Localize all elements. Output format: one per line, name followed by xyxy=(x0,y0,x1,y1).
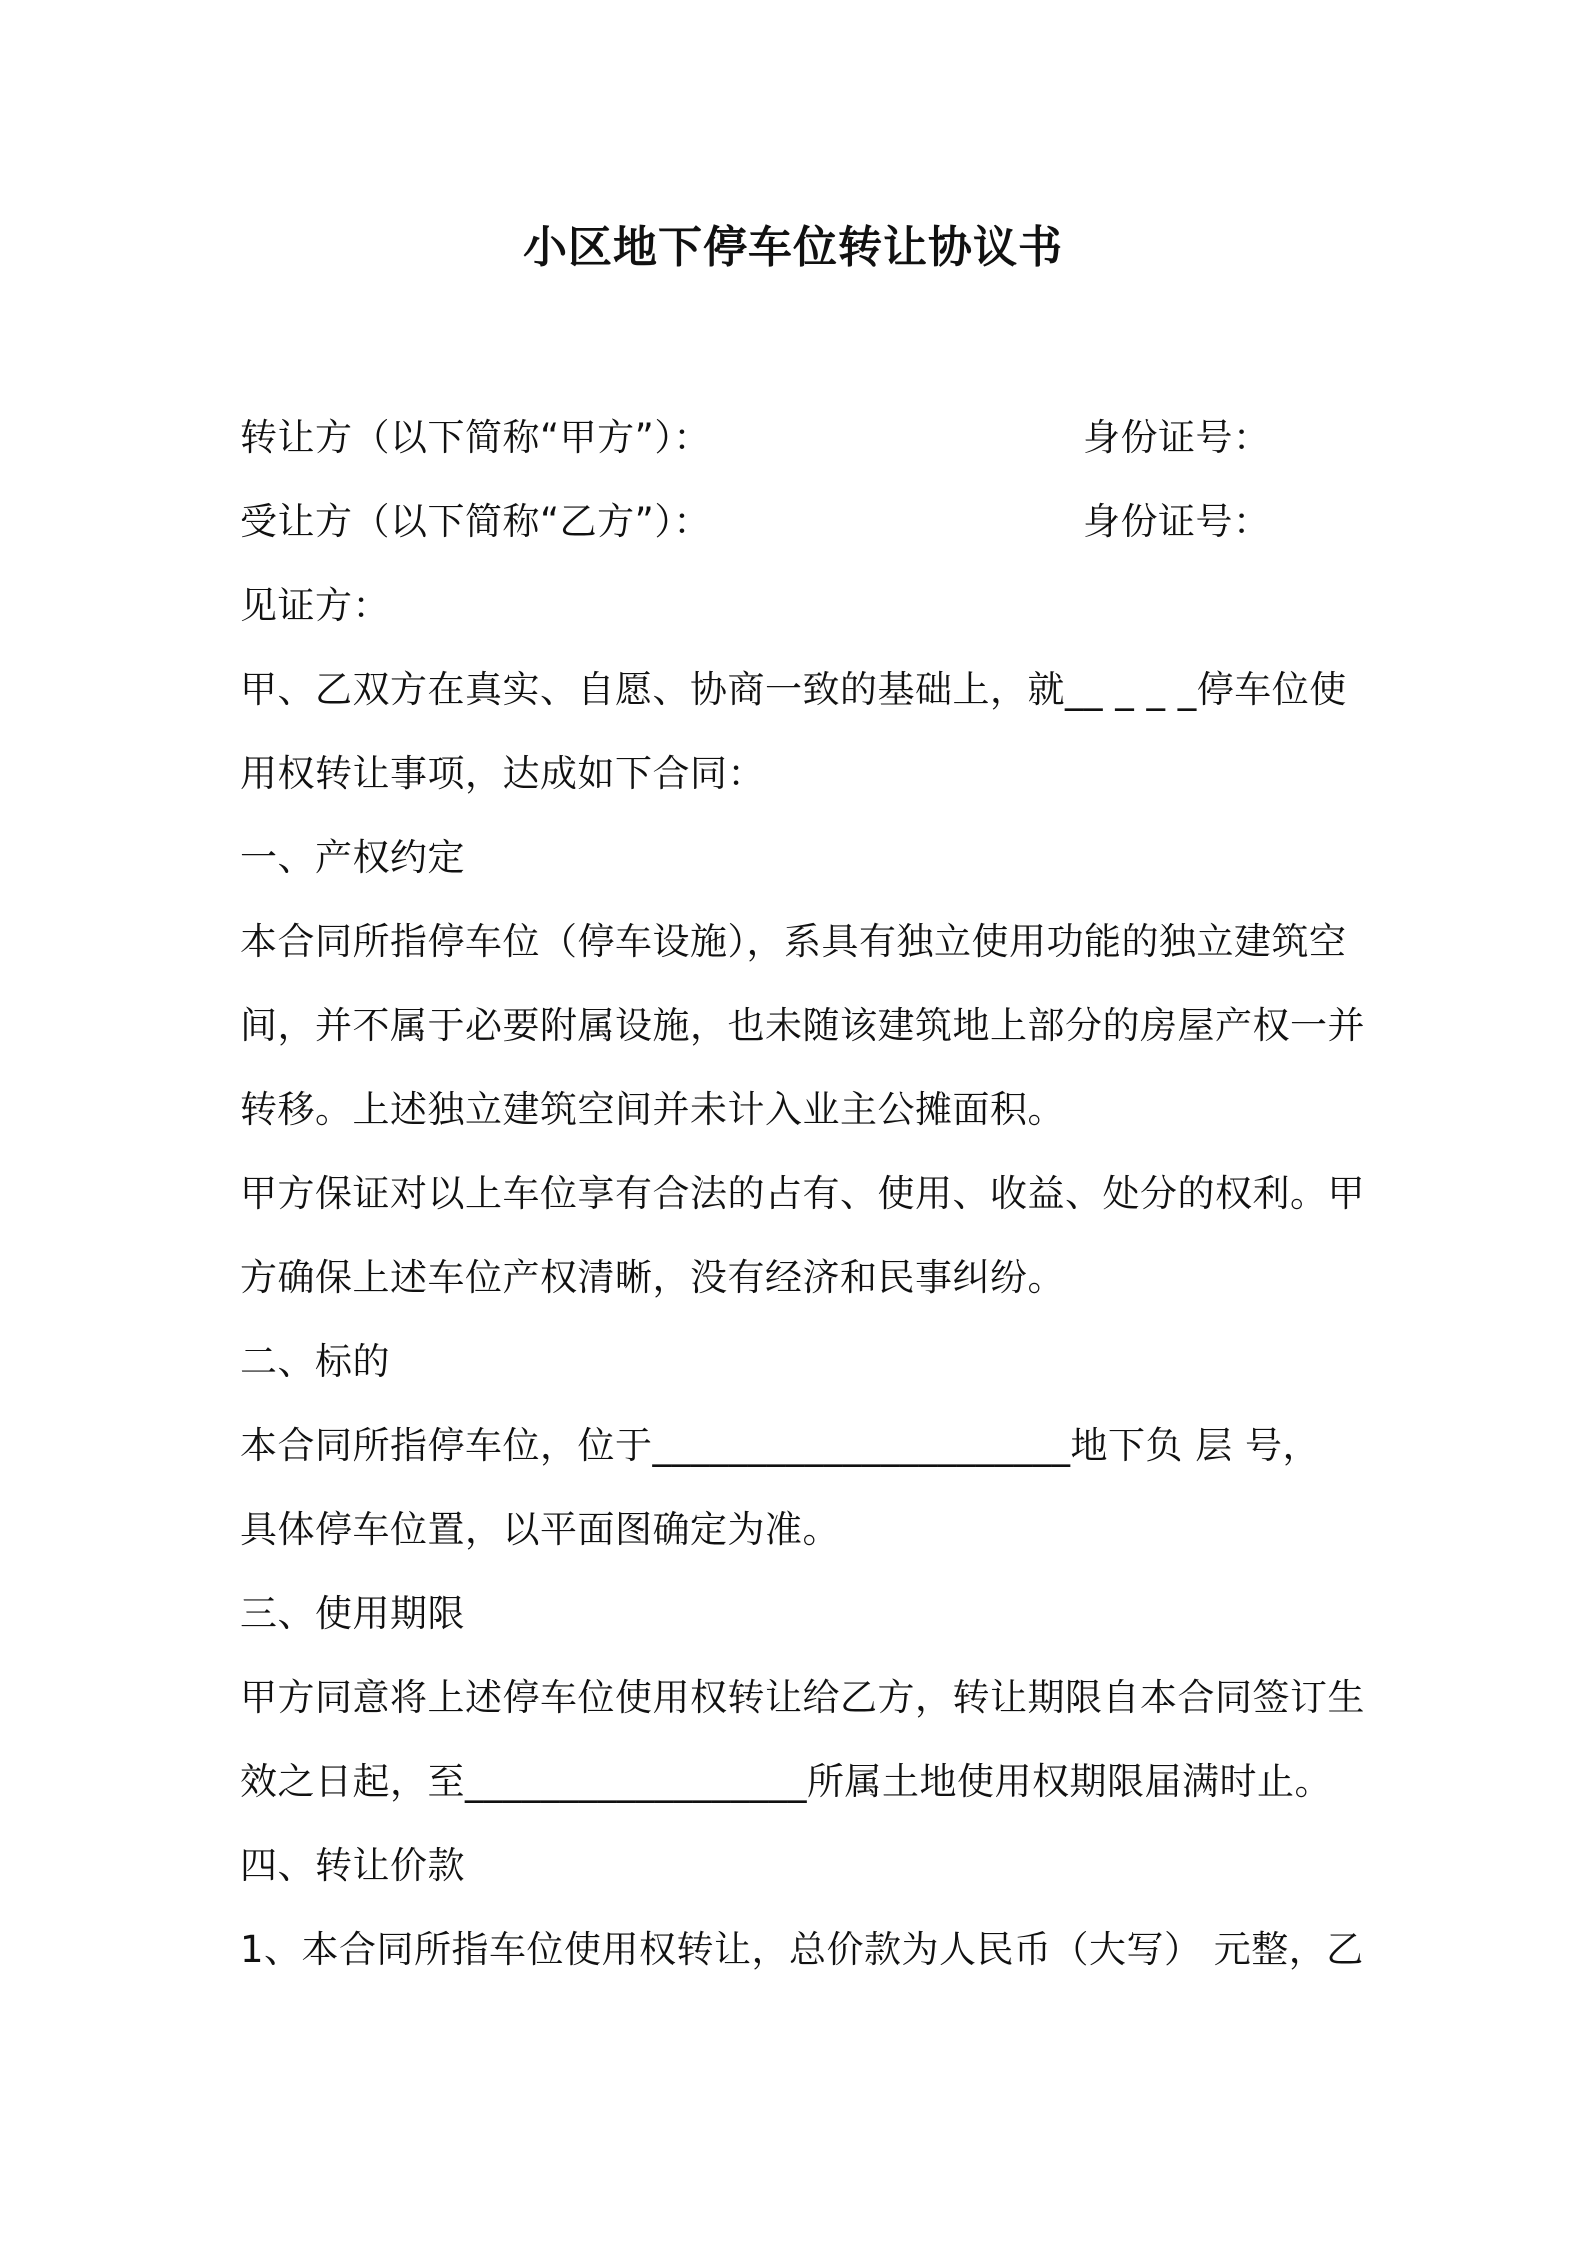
transferor-row xyxy=(240,410,1360,466)
transferee-row xyxy=(240,494,1360,550)
section-paragraph-line: 转移。上述独立建筑空间并未计入业主公摊面积。 xyxy=(240,1088,1065,1131)
section-heading: 三、使用期限 xyxy=(240,1592,465,1635)
section-paragraph-line: 甲方同意将上述停车位使用权转让给乙方，转让期限自本合同签订生 xyxy=(240,1676,1365,1719)
section-paragraph-line: 间，并不属于必要附属设施，也未随该建筑地上部分的房屋产权一并 xyxy=(240,1004,1365,1047)
transferor-id-label: 身份证号： xyxy=(1083,416,1271,459)
witness-label: 见证方： xyxy=(240,584,390,627)
section-paragraph-line: 方确保上述车位产权清晰，没有经济和民事纠纷。 xyxy=(240,1256,1065,1299)
section-paragraph-line: 1、本合同所指车位使用权转让，总价款为人民币（大写） 元整，乙 xyxy=(240,1928,1364,1971)
section-heading: 二、标的 xyxy=(240,1340,390,1383)
section-paragraph-line: 本合同所指停车位，位于______________________地下负 层 号， xyxy=(240,1424,1321,1467)
intro-line: 甲、乙双方在真实、自愿、协商一致的基础上，就__ _ _ _停车位使 xyxy=(240,668,1347,711)
document-title: 小区地下停车位转让协议书 xyxy=(523,222,1063,273)
section-heading: 四、转让价款 xyxy=(240,1844,465,1887)
transferee-id-label: 身份证号： xyxy=(1083,500,1271,543)
transferee-label: 受让方（以下简称“乙方”）： xyxy=(240,500,711,543)
section-heading: 一、产权约定 xyxy=(240,836,465,879)
section-paragraph-line: 效之日起，至__________________所属土地使用权期限届满时止。 xyxy=(240,1760,1332,1803)
section-paragraph-line: 甲方保证对以上车位享有合法的占有、使用、收益、处分的权利。甲 xyxy=(240,1172,1365,1215)
section-paragraph-line: 具体停车位置，以平面图确定为准。 xyxy=(240,1508,840,1551)
transferor-label: 转让方（以下简称“甲方”）： xyxy=(240,416,711,459)
section-paragraph-line: 本合同所指停车位（停车设施），系具有独立使用功能的独立建筑空 xyxy=(240,920,1347,963)
intro-line: 用权转让事项，达成如下合同： xyxy=(240,752,765,795)
